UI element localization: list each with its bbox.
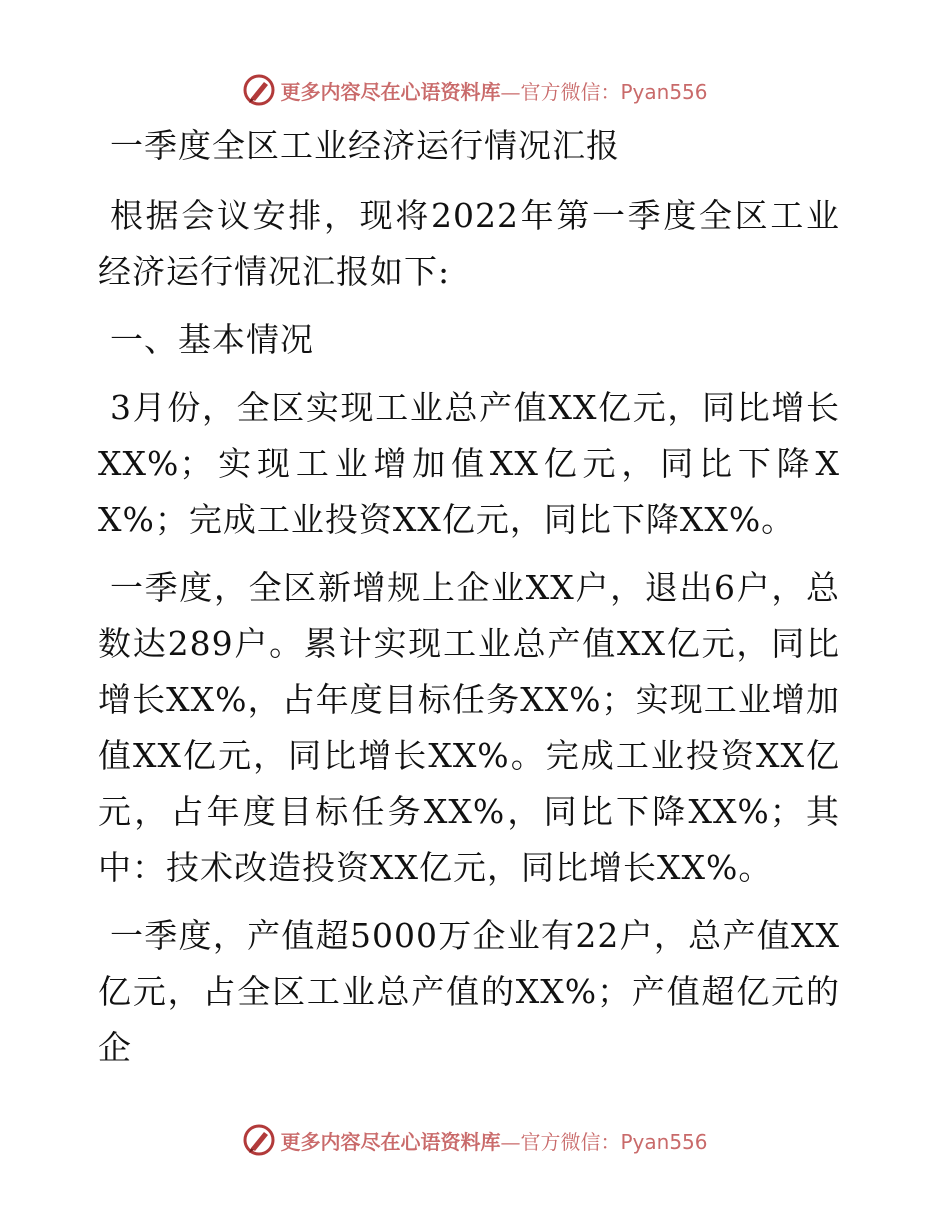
watermark-text: 更多内容尽在心语资料库—官方微信：Pyan556 [280,1129,708,1154]
section-heading: 一、基本情况 [110,320,314,359]
paragraph-march: 3月份，全区实现工业总产值XX亿元，同比增长XX%；实现工业增加值XX亿元，同比下降XX%；完成工业投资XX亿元，同比下降XX%。 [98,388,840,539]
watermark-text: 更多内容尽在心语资料库—官方微信：Pyan556 [280,79,708,104]
document-title: 一季度全区工业经济运行情况汇报 [110,126,620,165]
pen-logo-icon [242,73,276,107]
header-watermark [0,70,950,110]
pen-logo-icon [242,1123,276,1157]
footer-watermark [0,1120,950,1160]
document-body [98,118,840,1088]
paragraph-q1-overview: 一季度，全区新增规上企业XX户，退出6户，总数达289户。累计实现工业总产值XX亿元，同比增长XX%，占年度目标任务XX%；实现工业增加值XX亿元，同比增长XX%。完成工业投资XX亿元，占年度目标任务XX%，同比下降XX%；其中：技术改造投资XX亿元，同比增长XX%。 [98,568,840,887]
paragraph-q1-enterprises: 一季度，产值超5000万企业有22户，总产值XX亿元，占全区工业总产值的XX%；产值超亿元的企 [98,916,840,1067]
paragraph-intro: 根据会议安排，现将2022年第一季度全区工业经济运行情况汇报如下: [98,196,840,291]
